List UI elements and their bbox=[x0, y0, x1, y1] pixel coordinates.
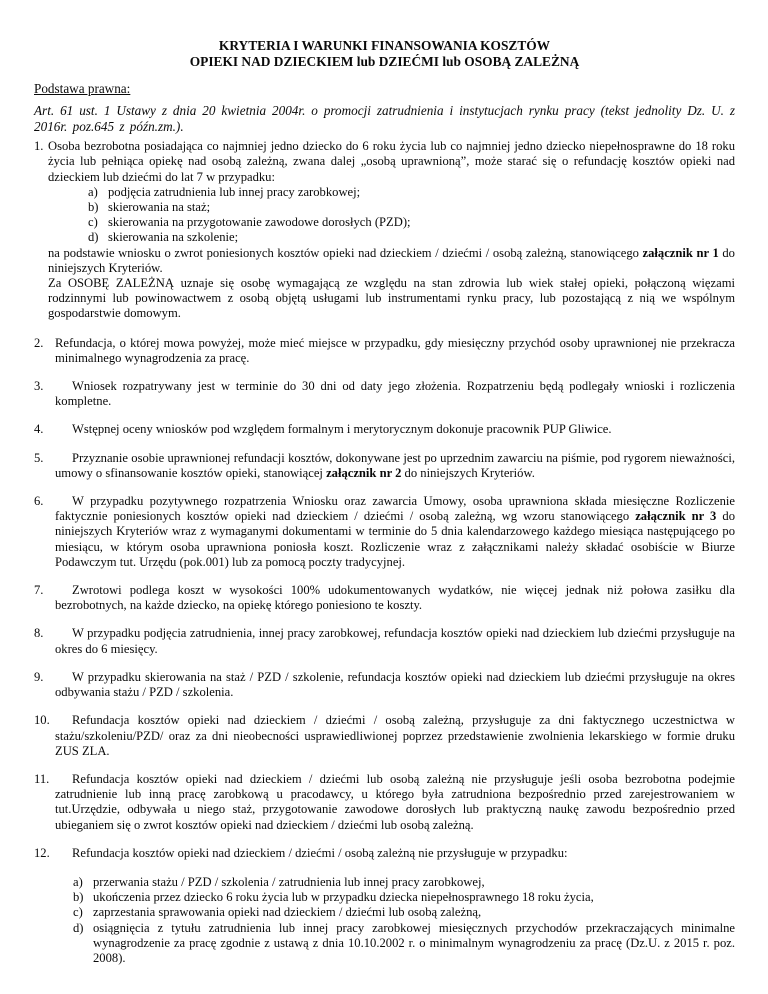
item-body bbox=[48, 139, 735, 321]
legal-basis-label: Podstawa prawna: bbox=[34, 81, 131, 96]
text-run: Wniosek rozpatrywany jest w terminie do 30 dni od daty jego złożenia. Rozpatrzeniu będą podlegały wnioski i rozliczenia kompletne. bbox=[55, 379, 735, 409]
item-body bbox=[55, 846, 735, 966]
text-run: ukończenia przez dziecko 6 roku życia lub w przypadku dziecka niepełnosprawnego 18 roku życia, bbox=[93, 890, 594, 905]
sub-item-marker: d) bbox=[88, 230, 99, 245]
numbered-item bbox=[34, 583, 735, 613]
sub-item-marker: d) bbox=[73, 920, 84, 935]
document-title bbox=[34, 38, 735, 70]
text-run: skierowania na szkolenie; bbox=[108, 230, 239, 245]
sub-item-marker: a) bbox=[88, 184, 98, 199]
paragraph bbox=[55, 670, 735, 700]
sub-item bbox=[73, 905, 735, 920]
sub-item bbox=[88, 230, 735, 245]
text-run: do niniejszych Kryteriów wraz z wymaganymi dokumentami w terminie do 5 dnia kalendarzowego każdego miesiąca następującego po miesiącu, w którym osoba uprawniona poniosła koszt. Rozliczenie wraz z załącznikami należy składać osobiście w Biurze Podawczym tut. Urzędu (pok.001) lub za pomocą poczty tradycyjnej. bbox=[55, 509, 735, 569]
paragraph bbox=[55, 422, 735, 437]
paragraph bbox=[55, 336, 735, 366]
paragraph bbox=[55, 379, 735, 409]
text-run: osiągnięcia z tytułu zatrudnienia lub innej pracy zarobkowej miesięcznych przychodów przekraczających minimalne wynagrodzenie za pracę zgodnie z ustawą z dnia 10.10.2002 r. o minimalnym wynagrodzeniu za pracę (Dz.U. z 2015 r. poz. 2008). bbox=[93, 920, 735, 965]
paragraph bbox=[55, 846, 735, 861]
item-number: 3. bbox=[34, 379, 44, 394]
sub-item-text bbox=[108, 185, 735, 200]
text-run: Refundacja kosztów opieki nad dzieckiem / dziećmi / osobą zależną nie przysługuje w przypadku: bbox=[72, 845, 568, 860]
item-number: 1. bbox=[34, 139, 44, 154]
text-run: Refundacja, o której mowa powyżej, może mieć miejsce w przypadku, gdy miesięczny przychód osoby uprawnionej nie przekracza minimalnego wynagrodzenia za pracę. bbox=[55, 335, 735, 365]
sub-item bbox=[88, 200, 735, 215]
text-run: skierowania na staż; bbox=[108, 200, 211, 215]
sub-item-marker: c) bbox=[88, 215, 98, 230]
sub-item-text bbox=[93, 921, 735, 967]
text-run: Refundacja kosztów opieki nad dzieckiem / dziećmi / osobą zależną, przysługuje za dni faktycznego uczestnictwa w stażu/szkoleniu/PZD/ oraz za dni nieobecności usprawiedliwionej poprzez przedstawienie zwolnienia lekarskiego w formie druku ZUS ZLA. bbox=[55, 713, 735, 758]
numbered-item bbox=[34, 846, 735, 966]
item-body bbox=[55, 713, 735, 759]
text-run: Przyznanie osobie uprawnionej refundacji kosztów, dokonywane jest po uprzednim zawarciu na piśmie, pod rygorem nieważności, umowy o sfinansowanie kosztów opieki, stanowiącej bbox=[55, 450, 735, 480]
item-body bbox=[55, 379, 735, 409]
bold-text-run: załącznik nr 2 bbox=[326, 465, 402, 480]
sub-item bbox=[88, 185, 735, 200]
text-run: Wstępnej oceny wniosków pod względem formalnym i merytorycznym dokonuje pracownik PUP Gliwice. bbox=[72, 422, 612, 437]
item-body bbox=[55, 336, 735, 366]
text-run: Za OSOBĘ ZALEŻNĄ uznaje się osobę wymagającą ze względu na stan zdrowia lub wiek stałej opieki, połączoną więzami rodzinnymi lub powinowactwem z osobą objętą usługami lub instrumentami rynku pracy, lub pozostającą z nią we wspólnym gospodarstwie domowym. bbox=[48, 276, 735, 321]
sub-item-marker: b) bbox=[88, 200, 99, 215]
numbered-item bbox=[34, 139, 735, 321]
sub-item-text bbox=[93, 905, 735, 920]
sub-list bbox=[48, 185, 735, 246]
item-body bbox=[55, 422, 735, 437]
text-run: W przypadku skierowania na staż / PZD / szkolenie, refundacja kosztów opieki nad dzieckiem lub dziećmi przysługuje na okres odbywania stażu / PZD / szkolenia. bbox=[55, 669, 735, 700]
text-run: skierowania na przygotowanie zawodowe dorosłych (PZD); bbox=[108, 215, 411, 230]
sub-item-text bbox=[108, 230, 735, 245]
items-list bbox=[34, 139, 735, 966]
text-run: podjęcia zatrudnienia lub innej pracy zarobkowej; bbox=[108, 184, 361, 199]
item-number: 2. bbox=[34, 335, 44, 350]
text-run: na podstawie wniosku o zwrot poniesionych kosztów opieki nad dzieckiem / dziećmi / osobą zależną, stanowiącego bbox=[48, 245, 643, 260]
numbered-item bbox=[34, 772, 735, 833]
paragraph bbox=[55, 626, 735, 656]
bold-text-run: załącznik nr 3 bbox=[635, 509, 717, 524]
sub-item-text bbox=[93, 875, 735, 890]
sub-item-marker: c) bbox=[73, 905, 83, 920]
bold-text-run: załącznik nr 1 bbox=[642, 245, 719, 260]
numbered-item bbox=[34, 379, 735, 409]
text-run: do niniejszych Kryteriów. bbox=[48, 245, 735, 275]
sub-item bbox=[73, 890, 735, 905]
sub-item-text bbox=[108, 200, 735, 215]
text-run: W przypadku pozytywnego rozpatrzenia Wniosku oraz zawarcia Umowy, osoba uprawniona składa miesięczne Rozliczenie faktycznie poniesionych kosztów opieki nad dzieckiem / dziećmi / osobą zależną, wg wzoru stanowiącego bbox=[55, 494, 735, 524]
sub-item bbox=[73, 921, 735, 967]
sub-item-text bbox=[108, 215, 735, 230]
item-body bbox=[55, 494, 735, 570]
numbered-item bbox=[34, 336, 735, 366]
sub-list bbox=[55, 875, 735, 966]
paragraph bbox=[55, 494, 735, 570]
numbered-item bbox=[34, 670, 735, 700]
item-body bbox=[55, 451, 735, 481]
sub-item bbox=[88, 215, 735, 230]
sub-item bbox=[73, 875, 735, 890]
title-line-2: OPIEKI NAD DZIECKIEM lub DZIEĆMI lub OSOBĄ ZALEŻNĄ bbox=[189, 54, 580, 69]
item-number: 4. bbox=[34, 422, 44, 437]
item-body bbox=[55, 626, 735, 656]
item-body bbox=[55, 583, 735, 613]
text-run: zaprzestania sprawowania opieki nad dzieckiem / dziećmi lub osobą zależną, bbox=[93, 905, 482, 920]
item-body bbox=[55, 772, 735, 833]
text-run: przerwania stażu / PZD / szkolenia / zatrudnienia lub innej pracy zarobkowej, bbox=[93, 874, 485, 889]
numbered-item bbox=[34, 422, 735, 437]
item-number: 6. bbox=[34, 494, 44, 509]
numbered-item bbox=[34, 494, 735, 570]
numbered-item bbox=[34, 451, 735, 481]
sub-item-marker: a) bbox=[73, 874, 83, 889]
paragraph bbox=[55, 772, 735, 833]
paragraph bbox=[48, 276, 735, 322]
numbered-item bbox=[34, 713, 735, 759]
paragraph bbox=[55, 713, 735, 759]
paragraph bbox=[48, 139, 735, 185]
item-number: 9. bbox=[34, 669, 44, 684]
item-number: 11. bbox=[34, 771, 50, 786]
paragraph bbox=[55, 583, 735, 613]
text-run: W przypadku podjęcia zatrudnienia, innej pracy zarobkowej, refundacja kosztów opieki nad dzieckiem lub dziećmi przysługuje na okres do 6 miesięcy. bbox=[55, 626, 735, 656]
paragraph bbox=[48, 246, 735, 276]
item-body bbox=[55, 670, 735, 700]
sub-item-text bbox=[93, 890, 735, 905]
title-line-1: KRYTERIA I WARUNKI FINANSOWANIA KOSZTÓW bbox=[218, 38, 551, 53]
numbered-item bbox=[34, 626, 735, 656]
item-number: 12. bbox=[34, 845, 50, 860]
text-run: do niniejszych Kryteriów. bbox=[401, 465, 535, 480]
item-number: 7. bbox=[34, 583, 44, 598]
sub-item-marker: b) bbox=[73, 890, 84, 905]
legal-basis-text: Art. 61 ust. 1 Ustawy z dnia 20 kwietnia 2004r. o promocji zatrudnienia i instytucjach rynku pracy (tekst jednolity Dz. U. z 2016r. poz.645 z późn.zm.). bbox=[34, 103, 735, 135]
item-number: 5. bbox=[34, 450, 44, 465]
item-number: 10. bbox=[34, 713, 50, 728]
item-number: 8. bbox=[34, 626, 44, 641]
text-run: Zwrotowi podlega koszt w wysokości 100% udokumentowanych wydatków, nie więcej jednak niż połowa zasiłku dla bezrobotnych, na każde dziecko, na opiekę którego poniesiono te koszty. bbox=[55, 583, 735, 613]
paragraph bbox=[55, 451, 735, 481]
text-run: Osoba bezrobotna posiadająca co najmniej jedno dziecko do 6 roku życia lub co najmniej jedno dziecko niepełnosprawne do 18 roku życia lub pełniąca opiekę nad osobą zależną, zwana dalej „osobą uprawnioną”, może starać się o refundację kosztów opieki nad dzieckiem lub dziećmi do lat 7 w przypadku: bbox=[48, 139, 735, 184]
text-run: Refundacja kosztów opieki nad dzieckiem / dziećmi lub osobą zależną nie przysługuje jeśli osoba bezrobotna podejmie zatrudnienie lub inną pracę zarobkową u pracodawcy, u którego była zatrudniona bezpośrednio przed zarejestrowaniem w tut.Urzędzie, odbywała u niego staż, przygotowanie zawodowe dorosłych lub praktyczną naukę zawodu bezpośrednio przed ubieganiem się o zwrot kosztów opieki nad dzieckiem / dziećmi lub osobą zależną. bbox=[55, 771, 735, 832]
